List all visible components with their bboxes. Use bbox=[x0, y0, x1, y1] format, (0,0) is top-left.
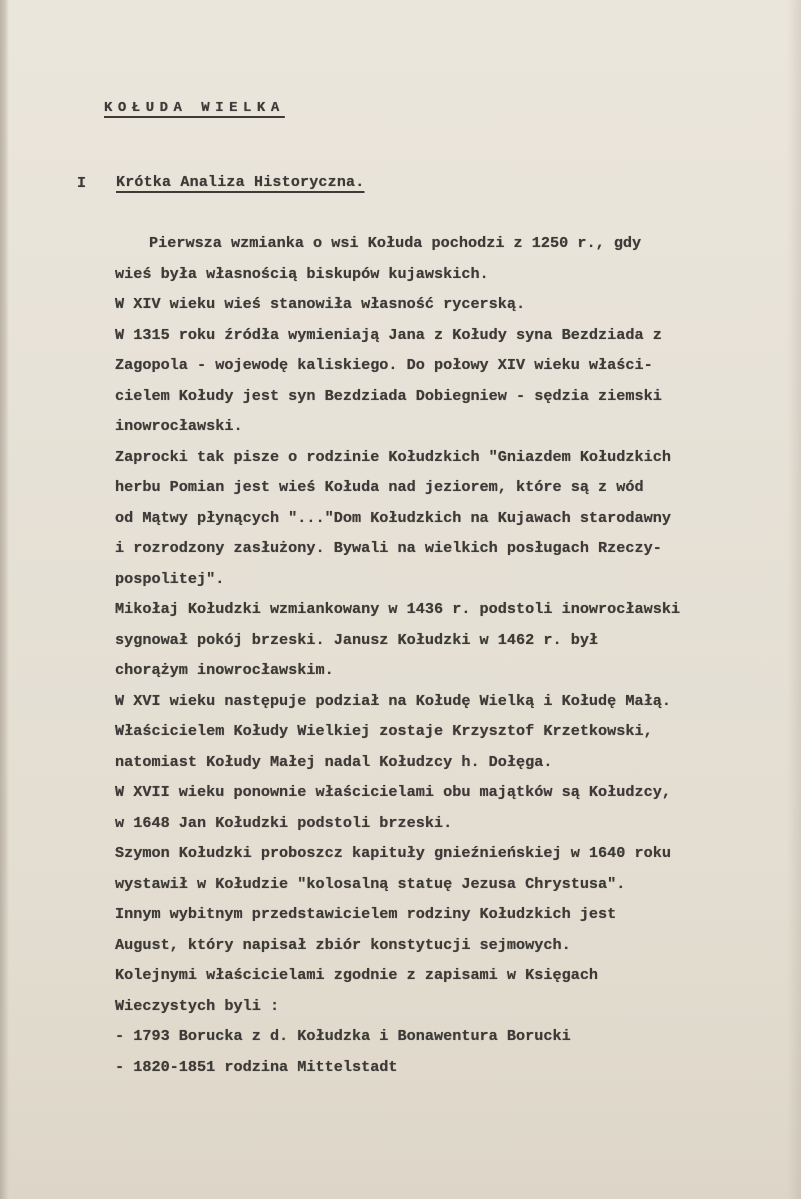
text-line: - 1820-1851 rodzina Mittelstadt bbox=[115, 1057, 398, 1076]
text-line: Zaprocki tak pisze o rodzinie Kołudzkich "Gniazdem Kołudzkich bbox=[115, 447, 671, 466]
text-line: natomiast Kołudy Małej nadal Kołudzcy h. Dołęga. bbox=[115, 752, 553, 771]
text-line: - 1793 Borucka z d. Kołudzka i Bonawentura Borucki bbox=[115, 1027, 571, 1045]
section-number: I bbox=[77, 175, 87, 192]
text-line: W XVI wieku następuje podział na Kołudę Wielką i Kołudę Małą. bbox=[115, 691, 671, 710]
text-line: Wieczystych byli : bbox=[115, 996, 280, 1015]
text-line: W XVII wieku ponownie właścicielami obu majątków są Kołudzcy, bbox=[115, 783, 671, 801]
text-line: herbu Pomian jest wieś Kołuda nad jeziorem, które są z wód bbox=[115, 478, 644, 496]
text-line: sygnował pokój brzeski. Janusz Kołudzki w 1462 r. był bbox=[115, 630, 599, 649]
text-line: Innym wybitnym przedstawicielem rodziny Kołudzkich jest bbox=[115, 905, 617, 923]
text-line: W 1315 roku źródła wymieniają Jana z Kołudy syna Bezdziada z bbox=[115, 325, 662, 344]
page-left-edge bbox=[0, 0, 9, 1199]
text-line: Mikołaj Kołudzki wzmiankowany w 1436 r. podstoli inowrocławski bbox=[115, 600, 681, 618]
document-body bbox=[115, 232, 680, 1086]
text-line: Zagopola - wojewodę kaliskiego. Do połowy XIV wieku właści- bbox=[115, 356, 653, 374]
text-line: Szymon Kołudzki proboszcz kapituły gnieźnieńskiej w 1640 roku bbox=[115, 844, 671, 862]
text-line: pospolitej". bbox=[115, 569, 225, 588]
document-title: KOŁUDA WIELKA bbox=[104, 100, 285, 116]
text-line: W XIV wieku wieś stanowiła własność rycerską. bbox=[115, 295, 526, 313]
text-line: inowrocławski. bbox=[115, 417, 243, 435]
text-line: chorążym inowrocławskim. bbox=[115, 661, 334, 679]
text-line: w 1648 Jan Kołudzki podstoli brzeski. bbox=[115, 813, 453, 832]
text-line: i rozrodzony zasłużony. Bywali na wielkich posługach Rzeczy- bbox=[115, 539, 662, 557]
text-line: August, który napisał zbiór konstytucji sejmowych. bbox=[115, 935, 571, 954]
text-line: od Mątwy płynących "..."Dom Kołudzkich na Kujawach starodawny bbox=[115, 508, 671, 527]
text-line: Kolejnymi właścicielami zgodnie z zapisami w Księgach bbox=[115, 966, 599, 984]
text-line: Właścicielem Kołudy Wielkiej zostaje Krzysztof Krzetkowski, bbox=[115, 722, 653, 740]
section-heading: Krótka Analiza Historyczna. bbox=[116, 174, 365, 191]
text-line: cielem Kołudy jest syn Bezdziada Dobiegniew - sędzia ziemski bbox=[115, 386, 662, 405]
text-line: wieś była własnością biskupów kujawskich. bbox=[115, 264, 489, 283]
text-line: Pierwsza wzmianka o wsi Kołuda pochodzi z 1250 r., gdy bbox=[149, 234, 642, 252]
page-right-shadow bbox=[787, 0, 801, 1199]
text-line: wystawił w Kołudzie "kolosalną statuę Jezusa Chrystusa". bbox=[115, 874, 626, 893]
